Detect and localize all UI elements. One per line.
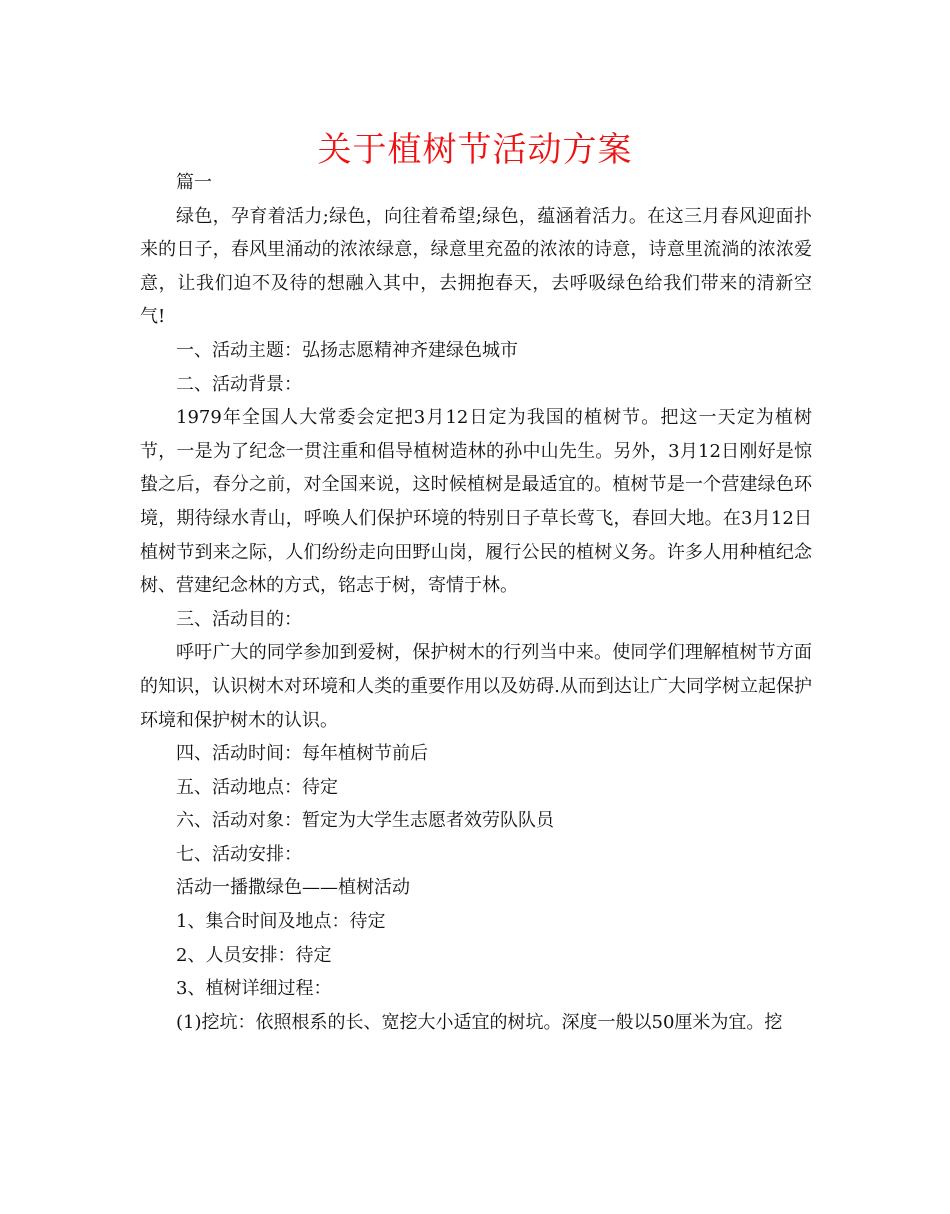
activity-theme: 一、活动主题：弘扬志愿精神齐建绿色城市 <box>176 339 518 361</box>
activity-one-title: 活动一播撒绿色——植树活动 <box>176 877 410 899</box>
document-title: 关于植树节活动方案 <box>317 130 633 170</box>
background-heading: 二、活动背景： <box>176 373 302 395</box>
intro-paragraph: 绿色，孕育着活力;绿色，向往着希望;绿色，蕴涵着活力。在这三月春风迎面扑来的日子，春风里涌动的浓浓绿意，绿意里充盈的浓浓的诗意，诗意里流淌的浓浓爱意，让我们迫不及待的想融入其中，去拥抱春天，去呼吸绿色给我们带来的清新空气! <box>140 205 812 328</box>
document-body <box>140 166 812 1039</box>
list-item: 1、集合时间及地点：待定 <box>176 911 386 933</box>
list-item: (1)挖坑：依照根系的长、宽挖大小适宜的树坑。深度一般以50厘米为宜。挖 <box>176 1011 783 1033</box>
list-item: 3、植树详细过程： <box>176 978 332 1000</box>
list-item: 2、人员安排：待定 <box>176 944 332 966</box>
activity-location: 五、活动地点：待定 <box>176 776 338 798</box>
purpose-paragraph: 呼吁广大的同学参加到爱树，保护树木的行列当中来。使同学们理解植树节方面的知识，认识树木对环境和人类的重要作用以及妨碍.从而到达让广大同学树立起保护环境和保护树木的认识。 <box>140 642 812 731</box>
background-paragraph: 1979年全国人大常委会定把3月12日定为我国的植树节。把这一天定为植树节，一是为了纪念一贯注重和倡导植树造林的孙中山先生。另外，3月12日刚好是惊蛰之后，春分之前，对全国来说，这时候植树是最适宜的。植树节是一个营建绿色环境，期待绿水青山，呼唤人们保护环境的特别日子草长莺飞，春回大地。在3月12日植树节到来之际，人们纷纷走向田野山岗，履行公民的植树义务。许多人用种植纪念树、营建纪念林的方式，铭志于树，寄情于林。 <box>140 407 812 597</box>
arrangement-heading: 七、活动安排： <box>176 843 302 865</box>
activity-time: 四、活动时间：每年植树节前后 <box>176 743 428 765</box>
section-label: 篇一 <box>176 172 212 193</box>
purpose-heading: 三、活动目的： <box>176 608 302 630</box>
activity-participants: 六、活动对象：暂定为大学生志愿者效劳队队员 <box>176 810 554 832</box>
